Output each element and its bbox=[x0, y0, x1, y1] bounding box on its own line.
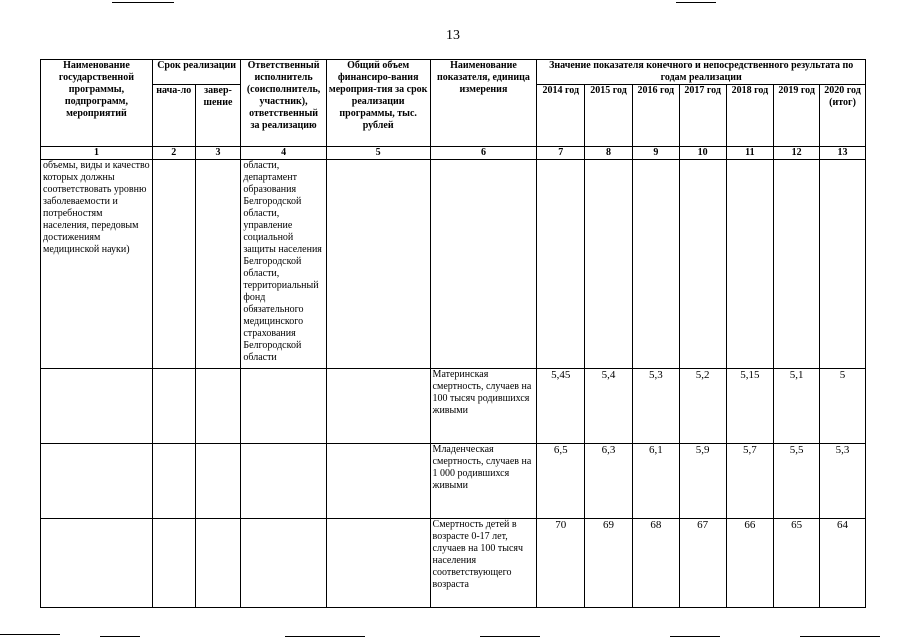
responsible-cell bbox=[241, 444, 326, 519]
value-cell: 5,2 bbox=[679, 369, 726, 444]
value-cell bbox=[537, 160, 585, 369]
program-name-cell bbox=[41, 444, 153, 519]
value-cell bbox=[679, 160, 726, 369]
value-cell: 65 bbox=[774, 519, 820, 608]
bottom-edge-line-5 bbox=[670, 636, 720, 637]
bottom-edge-line-2 bbox=[100, 636, 140, 637]
value-cell: 5,3 bbox=[820, 444, 866, 519]
column-number: 1 bbox=[41, 147, 153, 160]
column-number: 8 bbox=[585, 147, 633, 160]
column-number: 2 bbox=[152, 147, 195, 160]
table-row bbox=[41, 444, 866, 519]
column-numbers-row bbox=[41, 147, 866, 160]
header-implementation-period: Срок реализации bbox=[152, 60, 240, 85]
start-cell bbox=[152, 160, 195, 369]
header-indicator-name: Наименование показателя, единица измерения bbox=[430, 60, 537, 147]
value-cell bbox=[632, 160, 679, 369]
column-number: 6 bbox=[430, 147, 537, 160]
value-cell: 6,3 bbox=[585, 444, 633, 519]
header-year-2019: 2019 год bbox=[774, 85, 820, 147]
value-cell: 68 bbox=[632, 519, 679, 608]
header-program-name: Наименование государственной программы, подпрограмм, мероприятий bbox=[41, 60, 153, 147]
header-year-2017: 2017 год bbox=[679, 85, 726, 147]
value-cell: 64 bbox=[820, 519, 866, 608]
column-number: 5 bbox=[326, 147, 430, 160]
responsible-cell: области, департамент образования Белгородской области, управление социальной защиты населения Белгородской области, территориальный фонд обязательного медицинского страхования Белгородской области bbox=[241, 160, 326, 369]
column-number: 12 bbox=[774, 147, 820, 160]
value-cell: 70 bbox=[537, 519, 585, 608]
header-year-2018: 2018 год bbox=[726, 85, 774, 147]
value-cell bbox=[726, 160, 774, 369]
column-number: 11 bbox=[726, 147, 774, 160]
value-cell bbox=[585, 160, 633, 369]
column-number: 9 bbox=[632, 147, 679, 160]
start-cell bbox=[152, 444, 195, 519]
header-financing: Общий объем финансиро-вания мероприя-тия за срок реализации программы, тыс. рублей bbox=[326, 60, 430, 147]
program-name-cell bbox=[41, 369, 153, 444]
responsible-cell bbox=[241, 369, 326, 444]
column-number: 10 bbox=[679, 147, 726, 160]
start-cell bbox=[152, 519, 195, 608]
bottom-edge-line-1 bbox=[0, 634, 60, 635]
responsible-cell bbox=[241, 519, 326, 608]
value-cell: 6,5 bbox=[537, 444, 585, 519]
table-row bbox=[41, 369, 866, 444]
value-cell: 5,4 bbox=[585, 369, 633, 444]
end-cell bbox=[195, 519, 241, 608]
value-cell: 5,45 bbox=[537, 369, 585, 444]
header-year-2020: 2020 год (итог) bbox=[820, 85, 866, 147]
column-number: 13 bbox=[820, 147, 866, 160]
financing-cell bbox=[326, 519, 430, 608]
end-cell bbox=[195, 160, 241, 369]
column-number: 3 bbox=[195, 147, 241, 160]
value-cell: 67 bbox=[679, 519, 726, 608]
header-indicator-values: Значение показателя конечного и непосредственного результата по годам реализации bbox=[537, 60, 866, 85]
value-cell: 5,5 bbox=[774, 444, 820, 519]
column-number: 7 bbox=[537, 147, 585, 160]
value-cell: 6,1 bbox=[632, 444, 679, 519]
value-cell bbox=[774, 160, 820, 369]
column-number: 4 bbox=[241, 147, 326, 160]
bottom-edge-line-6 bbox=[800, 636, 880, 637]
start-cell bbox=[152, 369, 195, 444]
end-cell bbox=[195, 444, 241, 519]
financing-cell bbox=[326, 444, 430, 519]
header-year-2015: 2015 год bbox=[585, 85, 633, 147]
indicator-cell: Младенческая смертность, случаев на 1 000 родившихся живыми bbox=[430, 444, 537, 519]
indicator-cell bbox=[430, 160, 537, 369]
bottom-edge-line-3 bbox=[285, 636, 365, 637]
header-year-2014: 2014 год bbox=[537, 85, 585, 147]
indicator-cell: Материнская смертность, случаев на 100 тысяч родившихся живыми bbox=[430, 369, 537, 444]
top-edge-line-right bbox=[676, 2, 716, 3]
value-cell: 5,1 bbox=[774, 369, 820, 444]
value-cell: 5,3 bbox=[632, 369, 679, 444]
indicator-table bbox=[40, 59, 866, 608]
top-edge-line-left bbox=[112, 2, 174, 3]
program-name-cell bbox=[41, 519, 153, 608]
value-cell: 5,7 bbox=[726, 444, 774, 519]
table-row bbox=[41, 519, 866, 608]
header-responsible: Ответственный исполнитель (соисполнитель, участник), ответственный за реализацию bbox=[241, 60, 326, 147]
end-cell bbox=[195, 369, 241, 444]
financing-cell bbox=[326, 160, 430, 369]
value-cell: 66 bbox=[726, 519, 774, 608]
bottom-edge-line-4 bbox=[480, 636, 540, 637]
value-cell: 5,15 bbox=[726, 369, 774, 444]
header-start: нача-ло bbox=[152, 85, 195, 147]
value-cell: 5 bbox=[820, 369, 866, 444]
page-number: 13 bbox=[446, 28, 460, 43]
value-cell bbox=[820, 160, 866, 369]
financing-cell bbox=[326, 369, 430, 444]
table-row bbox=[41, 160, 866, 369]
program-name-cell: объемы, виды и качество которых должны соответствовать уровню заболеваемости и потребностям населения, передовым достижениям медицинской науки) bbox=[41, 160, 153, 369]
value-cell: 5,9 bbox=[679, 444, 726, 519]
header-end: завер-шение bbox=[195, 85, 241, 147]
indicator-cell: Смертность детей в возрасте 0-17 лет, случаев на 100 тысяч населения соответствующего возраста bbox=[430, 519, 537, 608]
value-cell: 69 bbox=[585, 519, 633, 608]
header-year-2016: 2016 год bbox=[632, 85, 679, 147]
